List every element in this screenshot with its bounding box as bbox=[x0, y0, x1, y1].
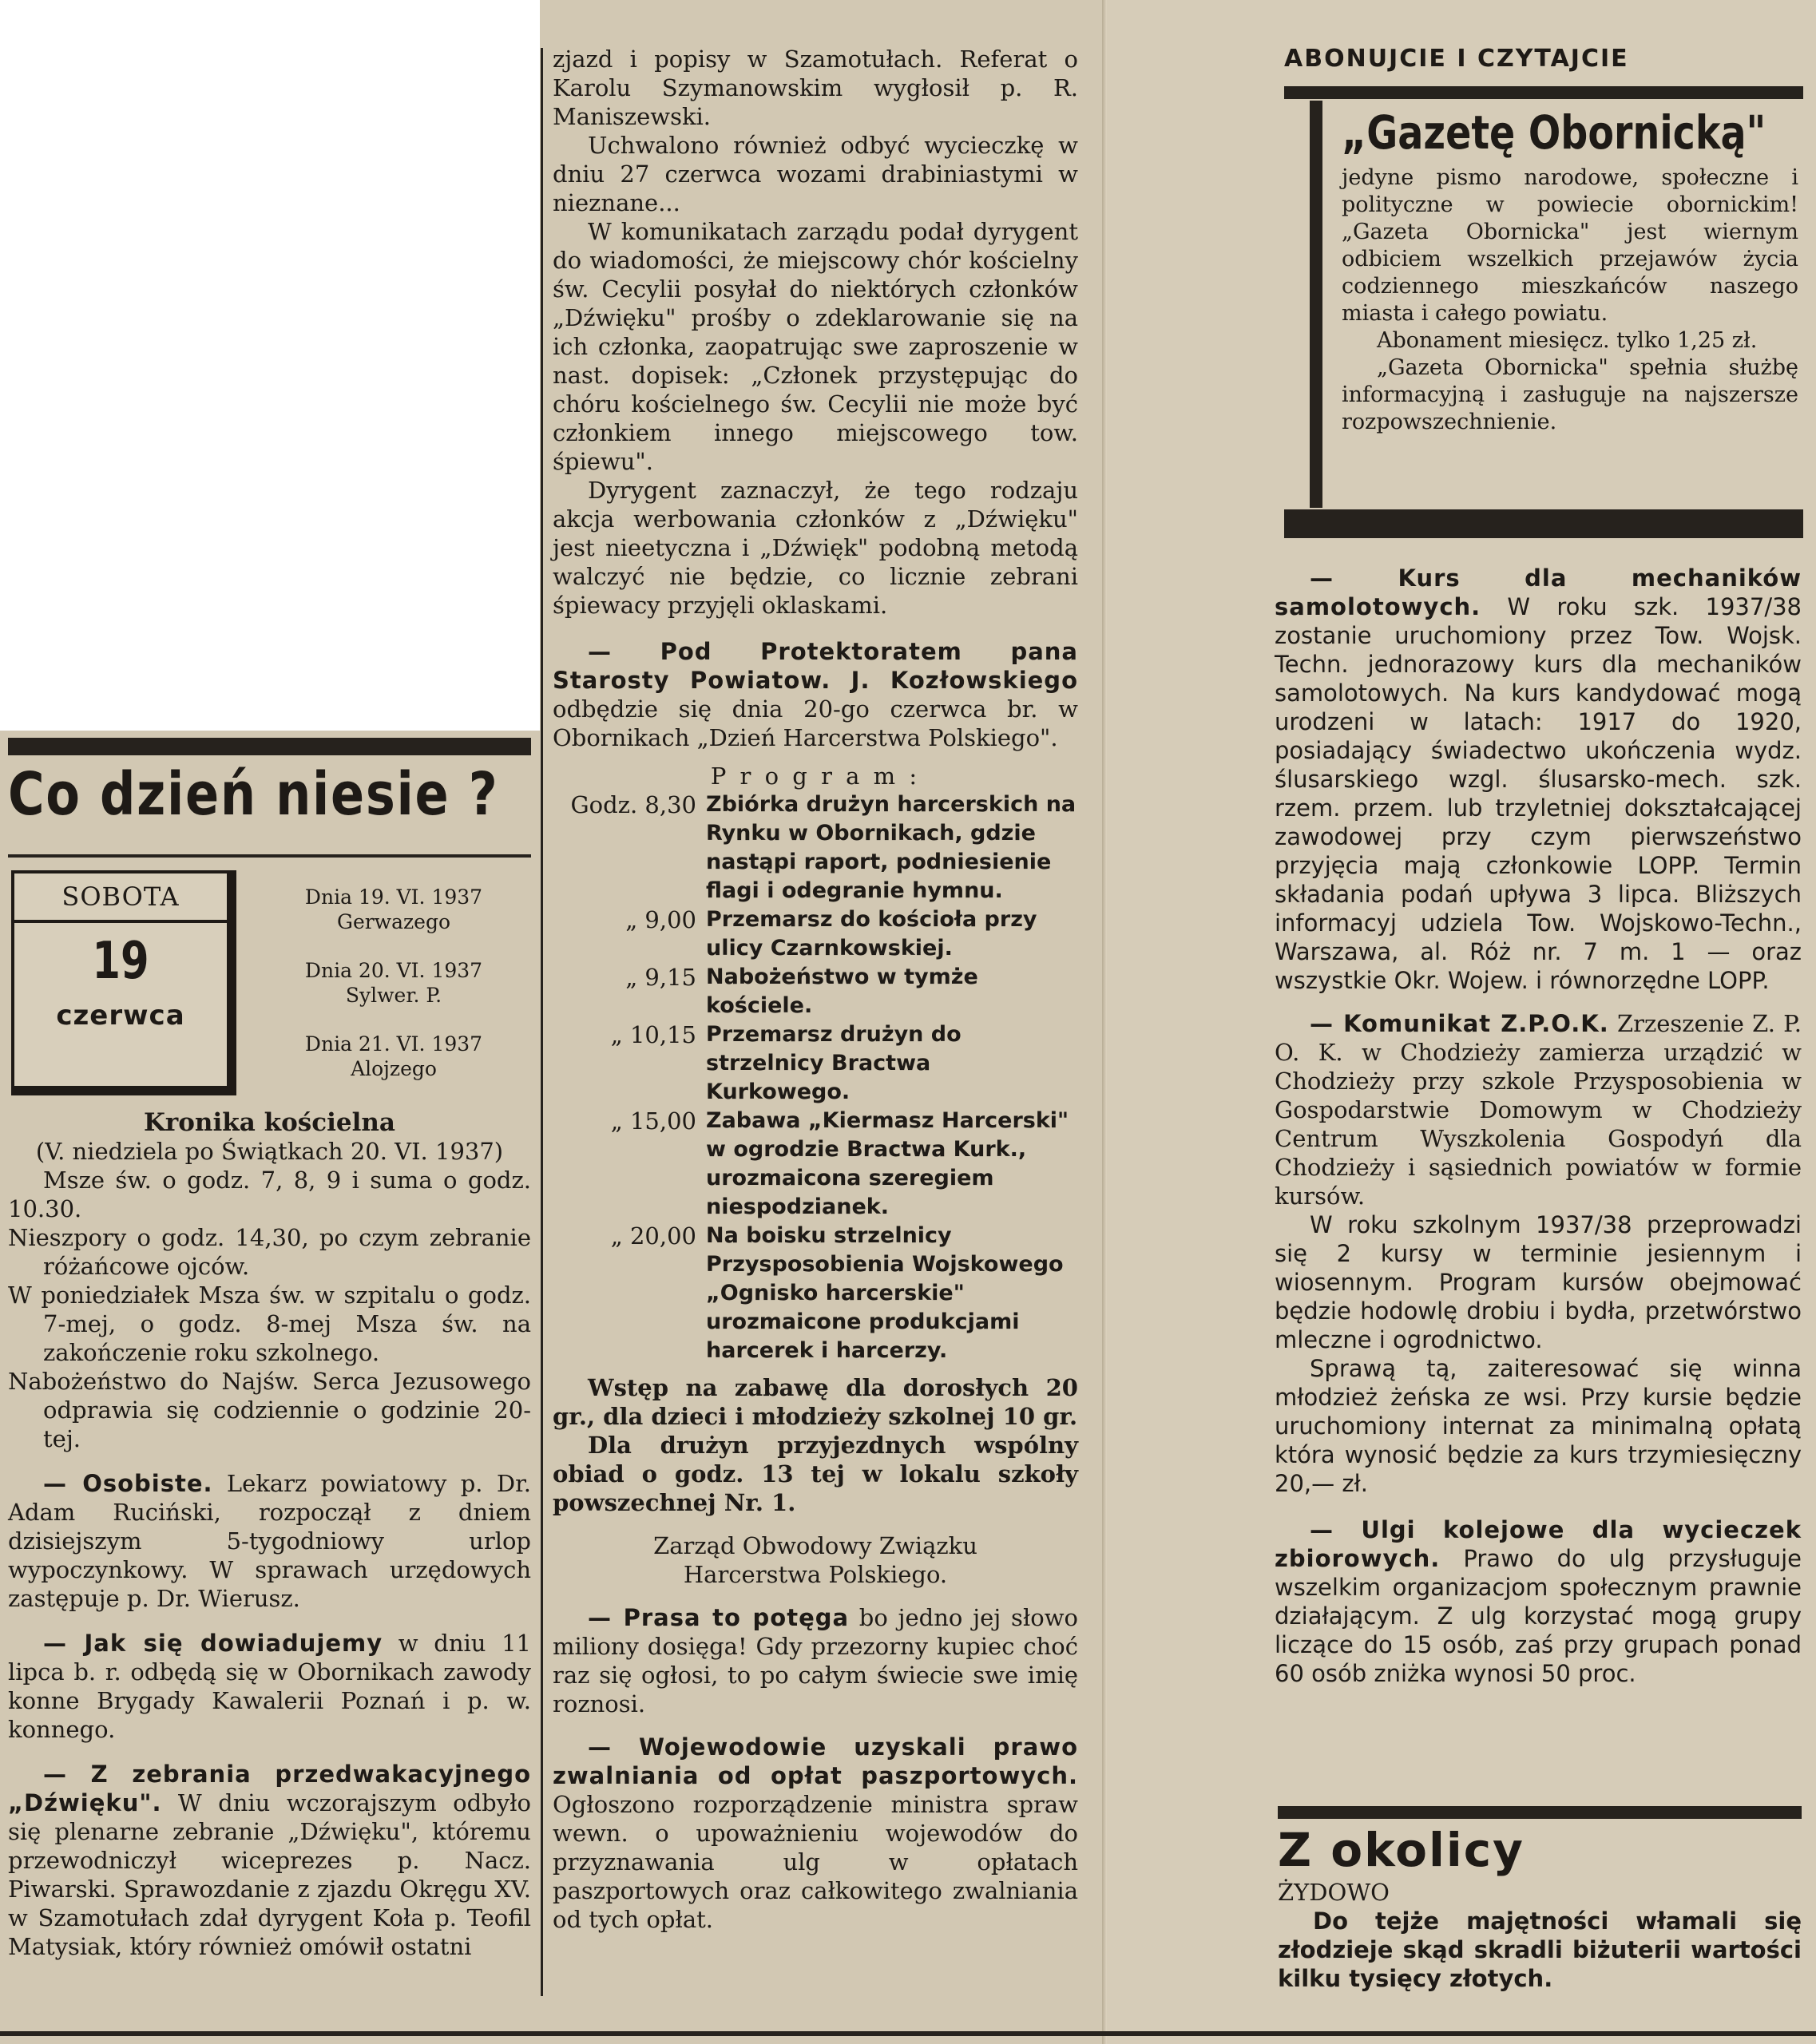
program-table bbox=[553, 790, 1078, 1365]
paragraph: W komunikatach zarządu podał dyrygent do wiadomości, że miejscowy chór kościelny św. Cecylii posyłał do niektórych członków „Dźwięku" prośby o zdeklarowanie się na ich członka, zaopatrując swe zaproszenie w nast. dopisek: „Członek przystępując do chóru kościelnego św. Cecylii nie może być członkiem innego miejscowego tow. śpiewu". bbox=[553, 218, 1078, 475]
program-row: Godz. 8,30 Zbiórka drużyn harcerskich na Rynku w Obornikach, gdzie nastąpi raport, podniesienie flagi i odegranie hymnu. bbox=[570, 791, 1077, 903]
ad-heading: ABONUJCIE I CZYTAJCIE bbox=[1284, 45, 1629, 73]
article-osobiste: — Osobiste. Lekarz powiatowy p. Dr. Adam Ruciński, rozpoczął z dniem dzisiejszym 5-tygodniowy urlop wypoczynkowy. W sprawach urzędowych zastępuje p. Dr. Wierusz. bbox=[8, 1470, 531, 1612]
bottom-rule bbox=[0, 2031, 1816, 2036]
left-column bbox=[8, 760, 531, 829]
calendar-box bbox=[11, 870, 236, 1095]
date-entry: Dnia 20. VI. 1937 Sylwer. P. bbox=[304, 959, 483, 1007]
program-row: „ 9,15 Nabożeństwo w tymże kościele. bbox=[625, 964, 978, 1018]
article-kurs: — Kurs dla mechaników samolotowych. W roku szk. 1937/38 zostanie uruchomiony przez Tow. Wojsk. Techn. jednorazowy kurs dla mechaników samolotowych. Na kurs kandydować mogą urodzeni w latach: 1917 do 1920, posiadający świadectwo ukończenia wydz. ślusarskiego wzgl. ślusarsko-mech. szk. rzem. przem. lub trzyletniej dokształcającej zawodowej przy czym pierwszeństwo przyjęcia mają członkowie LOPP. Termin składania podań upływa 3 lipca. Bliższych informacyj udziela Tow. Wojskowo-Techn., Warszawa, al. Róż nr. 7 m. 1 — oraz wszystkie Okr. Wojew. i równorzędne LOPP. bbox=[1275, 564, 1802, 994]
article-wojewodowie: — Wojewodowie uzyskali prawo zwalniania od opłat paszportowych. Ogłoszono rozporządzenie ministra spraw wewn. o upoważnieniu wojewodów do przyznawania ulg w opłatach paszportowych oraz całkowitego zwalniania od tych opłat. bbox=[553, 1733, 1078, 1933]
date-entry: Dnia 21. VI. 1937 Alojzego bbox=[304, 1032, 483, 1080]
paragraph: zjazd i popisy w Szamotułach. Referat o Karolu Szymanowskim wygłosił p. R. Maniszewski. bbox=[553, 46, 1078, 130]
okolica-section bbox=[1278, 1822, 1802, 1993]
paragraph: W roku szkolnym 1937/38 przeprowadzi się 2 kursy w terminie jesiennym i wiosennym. Program kursów obejmować będzie hodowlę drobiu i bydła, przetwórstwo mleczne i ogrodnictwo. bbox=[1275, 1211, 1802, 1353]
paragraph: Uchwalono również odbyć wycieczkę w dniu 27 czerwca wozami drabiniastymi w nieznane... bbox=[553, 132, 1078, 216]
paragraph: Dyrygent zaznaczył, że tego rodzaju akcja werbowania członków z „Dźwięku" jest nieetyczna i „Dźwięk" podobną metodą walczyć nie będzie, co licznie zebrani śpiewacy przyjęli oklaskami. bbox=[553, 477, 1078, 619]
ad-rule-top bbox=[1284, 86, 1803, 99]
section-rule-okolica bbox=[1278, 1806, 1802, 1819]
page-fold bbox=[1102, 0, 1107, 2044]
program-row: „ 9,00 Przemarsz do kościoła przy ulicy Czarnkowskiej. bbox=[625, 906, 1037, 961]
calendar-day: SOBOTA bbox=[14, 873, 227, 923]
middle-column bbox=[553, 45, 1078, 1934]
article-ulgi: — Ulgi kolejowe dla wycieczek zbiorowych. Prawo do ulg przysługuje wszelkim organizacjom społecznym prawnie działającym. Z ulg korzystać mogą grupy liczące do 15 osób, zaś przy grupach ponad 60 osób zniżka wynosi 50 proc. bbox=[1275, 1516, 1802, 1687]
ad-box bbox=[1310, 101, 1798, 508]
kronika-item: Msze św. o godz. 7, 8, 9 i suma o godz. 10.30. bbox=[8, 1167, 531, 1222]
section-rule-under-title bbox=[8, 854, 531, 858]
paragraph-wstep: Wstęp na zabawę dla dorosłych 20 gr., dla dzieci i młodzieży szkolnej 10 gr. bbox=[553, 1374, 1078, 1430]
okolica-title: Z okolicy bbox=[1278, 1823, 1525, 1877]
kronika-title: Kronika kościelna bbox=[143, 1108, 395, 1137]
right-column bbox=[1275, 564, 1802, 1688]
ad-price: Abonament miesięcz. tylko 1,25 zł. bbox=[1377, 328, 1758, 353]
program-row: „ 20,00 Na boisku strzelnicy Przysposobienia Wojskowego „Ognisko harcerskie" urozmaicone produkcjami harcerek i harcerzy. bbox=[610, 1222, 1064, 1363]
ad-text: „Gazeta Obornicka" spełnia służbę informacyjną i zasługuje na najszersze rozpowszechnienie. bbox=[1342, 355, 1798, 434]
paragraph: Sprawą tą, zaiteresować się winna młodzież żeńska ze wsi. Przy kursie będzie uruchomiony internat za minimalną opłatą która wynosić będzie za kurs trzymiesięczny 20,— zł. bbox=[1275, 1355, 1802, 1497]
paragraph-obiad: Dla drużyn przyjezdnych wspólny obiad o godz. 13 tej w lokalu szkoły powszechnej Nr. 1. bbox=[553, 1432, 1078, 1516]
section-rule-top bbox=[8, 738, 531, 755]
column-rule-left bbox=[541, 48, 543, 1996]
name-days bbox=[248, 885, 540, 1105]
ad-title: „Gazetę Obornicką" bbox=[1342, 105, 1766, 160]
article-harcerstwo: — Pod Protektoratem pana Starosty Powiatow. J. Kozłowskiego odbędzie się dnia 20-go czerwca br. w Obornikach „Dzień Harcerstwa Polskiego". bbox=[553, 638, 1078, 751]
program-row: „ 10,15 Przemarsz drużyn do strzelnicy Bractwa Kurkowego. bbox=[610, 1021, 962, 1104]
kronika-item: Nabożeństwo do Najśw. Serca Jezusowego odprawia się codziennie o godzinie 20-tej. bbox=[8, 1368, 531, 1452]
article-z-zebrania: — Z zebrania przedwakacyjnego „Dźwięku". W dniu wczorajszym odbyło się plenarne zebranie „Dźwięku", któremu przewodniczył wiceprezes p. Nacz. Piwarski. Sprawozdanie z zjazdu Okręgu XV. w Szamotułach zdał dyrygent Koła p. Teofil Matysiak, który również omówił ostatni bbox=[8, 1761, 531, 1960]
right-column-head bbox=[1284, 45, 1803, 73]
signature-line: Zarząd Obwodowy Związku bbox=[653, 1532, 977, 1559]
calendar-month: czerwca bbox=[56, 1000, 185, 1032]
place-article: Do tejże majętności włamali się złodzieje skąd skradli biżuterii wartości kilku tysięcy złotych. bbox=[1278, 1907, 1802, 1992]
calendar-number: 19 bbox=[92, 932, 149, 991]
kronika-subtitle: (V. niedziela po Świątkach 20. VI. 1937) bbox=[35, 1138, 504, 1165]
signature-line: Harcerstwa Polskiego. bbox=[683, 1561, 948, 1588]
program-title: P r o g r a m : bbox=[710, 763, 921, 790]
blank-corner bbox=[0, 0, 540, 731]
date-entry: Dnia 19. VI. 1937 Gerwazego bbox=[304, 885, 483, 933]
ad-rule-bottom bbox=[1284, 509, 1803, 538]
kronika-item: W poniedziałek Msza św. w szpitalu o godz. 7-mej, o godz. 8-mej Msza św. na zakończenie roku szkolnego. bbox=[8, 1281, 531, 1366]
left-column-text bbox=[8, 1108, 531, 1961]
place-name: ŻYDOWO bbox=[1278, 1879, 1390, 1906]
article-komunikat: — Komunikat Z.P.O.K. Zrzeszenie Z. P. O. K. w Chodzieży zamierza urządzić w Chodzieży przy szkole Przysposobienia w Gospodarstwie Domowym w Chodzieży Centrum Wyszkolenia Gospodyń dla Chodzieży i sąsiednich powiatów w formie kursów. bbox=[1275, 1010, 1802, 1210]
kronika-item: Nieszpory o godz. 14,30, po czym zebranie różańcowe ojców. bbox=[8, 1224, 531, 1280]
section-title: Co dzień niesie ? bbox=[8, 760, 499, 829]
article-prasa: — Prasa to potęga bo jedno jej słowo miliony dosięga! Gdy przezorny kupiec choć raz się ogłosi, to po całym świecie swe imię roznosi. bbox=[553, 1604, 1078, 1717]
article-jak-sie-dowiadujemy: — Jak się dowiadujemy w dniu 11 lipca b. r. odbędą się w Obornikach zawody konne Brygady Kawalerii Poznań i p. w. konnego. bbox=[8, 1630, 531, 1743]
ad-text: jedyne pismo narodowe, społeczne i polityczne w powiecie obornickim! „Gazeta Obornicka" jest wiernym odbiciem wszelkich przejawów życia codziennego mieszkańców naszego miasta i całego powiatu. bbox=[1342, 165, 1798, 326]
program-row: „ 15,00 Zabawa „Kiermasz Harcerski" w ogrodzie Bractwa Kurk., urozmaicona szeregiem niespodzianek. bbox=[610, 1107, 1069, 1219]
